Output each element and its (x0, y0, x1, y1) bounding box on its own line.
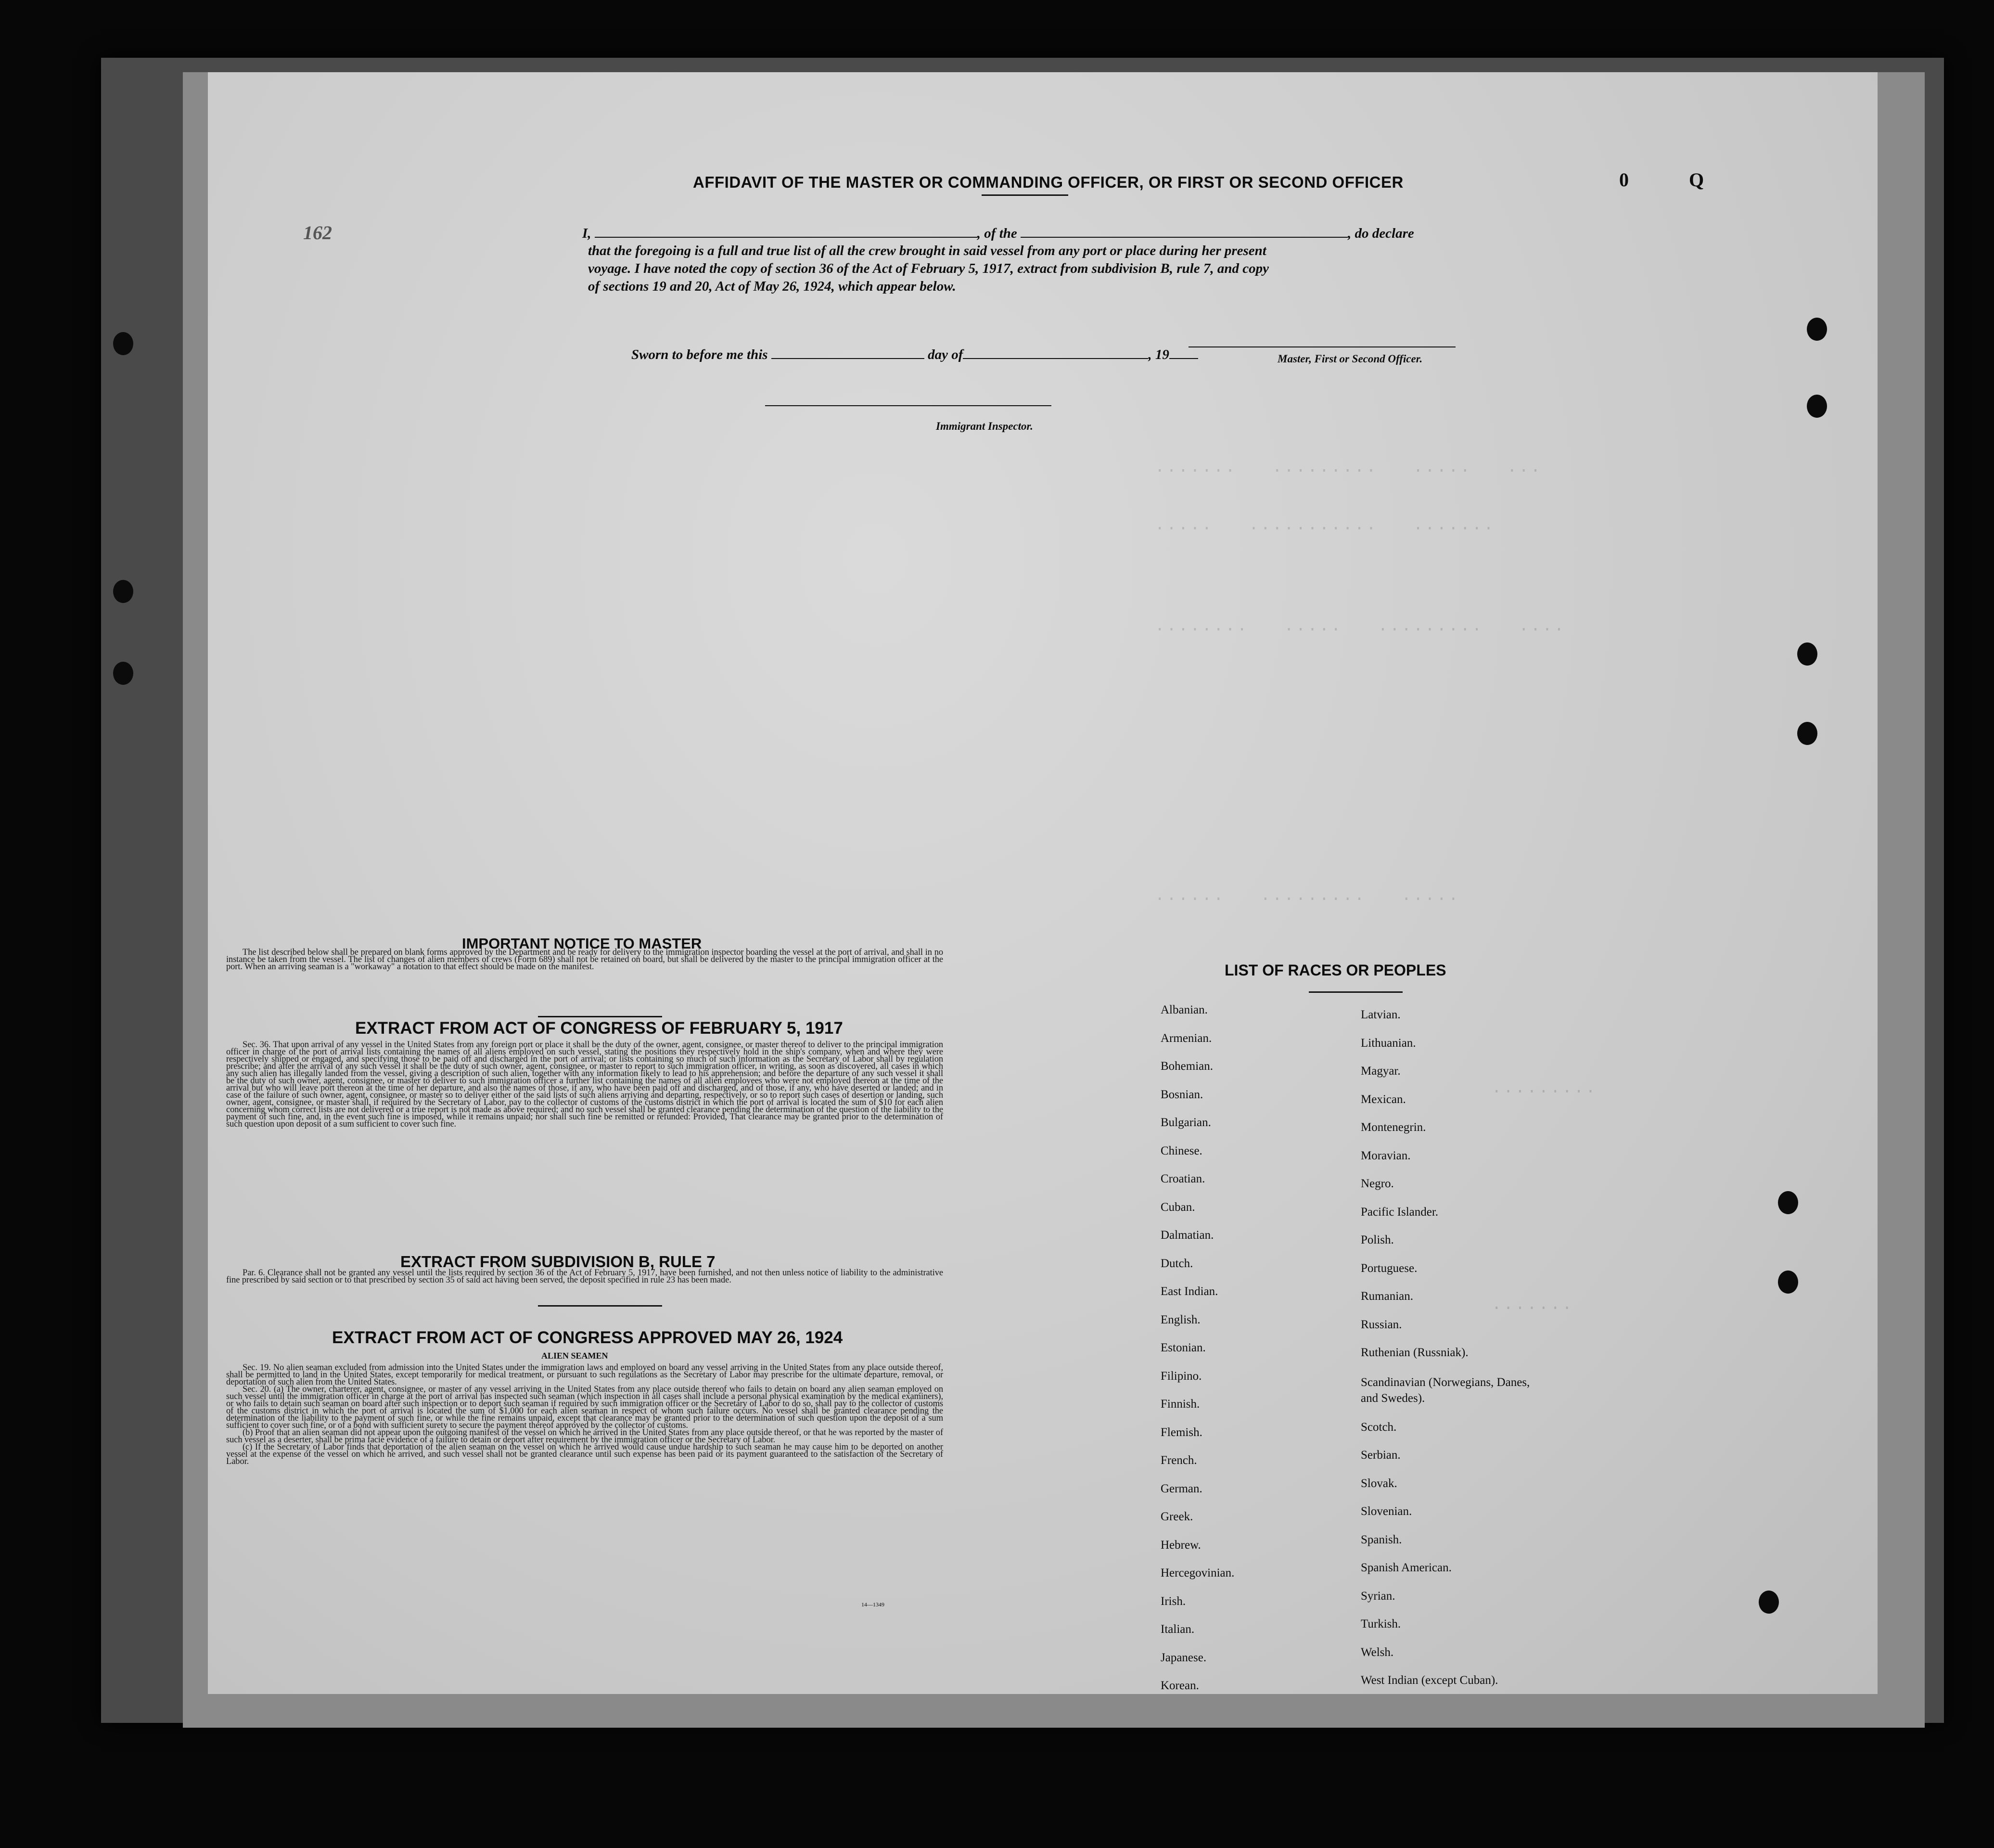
year-label: , 19 (1148, 347, 1169, 362)
punch-hole (113, 332, 133, 355)
subdivision-text (226, 1270, 943, 1284)
race-item: Lithuanian. (1361, 1036, 1416, 1050)
section-divider (538, 1016, 662, 1017)
race-item: Korean. (1161, 1679, 1199, 1692)
race-item: Scotch. (1361, 1420, 1397, 1434)
race-item: Italian. (1161, 1623, 1195, 1636)
race-item: Spanish. (1361, 1533, 1402, 1546)
punch-hole (1807, 318, 1827, 341)
race-item: Hebrew. (1161, 1538, 1201, 1552)
race-item: Greek. (1161, 1510, 1193, 1523)
race-item: Slovenian. (1361, 1505, 1412, 1518)
affidavit-title: AFFIDAVIT OF THE MASTER OR COMMANDING OFFICER, OR FIRST OR SECOND OFFICER (693, 173, 1404, 191)
page-mark: 162 (303, 222, 332, 244)
paragraph-6: Par. 6. Clearance shall not be granted any vessel until the lists required by section 36 of the Act of February 5, 1917, have been furnished, and not then unless notice of liability to the administrative fine prescribed by said section or to that prescribed by section 35 of said act having been served, the deposit specified in rule 23 has been made. (226, 1268, 943, 1285)
race-item: Armenian. (1161, 1031, 1212, 1045)
title-underline (982, 194, 1068, 196)
corner-mark: Q (1689, 169, 1704, 191)
race-item: Irish. (1161, 1594, 1186, 1608)
race-item: Spanish American. (1361, 1561, 1452, 1574)
race-item: Croatian. (1161, 1172, 1205, 1185)
section-divider (538, 1305, 662, 1307)
race-item: Scandinavian (Norwegians, Danes, and Swedes). (1361, 1375, 1530, 1405)
race-item: Japanese. (1161, 1651, 1207, 1664)
corner-mark: 0 (1619, 169, 1629, 191)
race-item: Cuban. (1161, 1200, 1195, 1214)
race-item: Estonian. (1161, 1341, 1206, 1354)
race-item: Flemish. (1161, 1425, 1202, 1439)
race-item: Rumanian. (1361, 1290, 1414, 1303)
punch-hole (1778, 1270, 1798, 1294)
race-item: Syrian. (1361, 1589, 1395, 1603)
punch-hole (113, 662, 133, 685)
races-title: LIST OF RACES OR PEOPLES (1225, 962, 1446, 979)
race-item: West Indian (except Cuban). (1361, 1674, 1498, 1687)
punch-hole (1778, 1191, 1798, 1214)
race-item: Chinese. (1161, 1144, 1202, 1157)
race-item: Polish. (1361, 1233, 1394, 1246)
bleed-through-text: ········ ····· ········· ···· (1155, 621, 1566, 639)
master-signature-line (1189, 346, 1456, 347)
race-item: Filipino. (1161, 1369, 1202, 1383)
race-item: Negro. (1361, 1177, 1394, 1190)
declarant-label: I, (582, 226, 591, 241)
race-item: Dalmatian. (1161, 1229, 1214, 1242)
sworn-label: Sworn to before me this (631, 347, 768, 362)
races-left-column (1161, 1003, 1234, 1707)
races-title-underline (1309, 991, 1403, 993)
race-item: Slovak. (1361, 1476, 1397, 1490)
bleed-through-text: ······ ········· ····· (1155, 890, 1460, 909)
race-item: Albanian. (1161, 1003, 1208, 1016)
sworn-day-field[interactable] (771, 346, 924, 359)
bleed-through-text: ······· ········· ····· ··· (1155, 462, 1543, 480)
punch-hole (1797, 722, 1817, 745)
race-item: Mexican. (1361, 1092, 1406, 1106)
inspector-signature-line (765, 405, 1051, 406)
race-item: Magyar. (1361, 1065, 1401, 1078)
declare-label: , do declare (1348, 226, 1414, 241)
declarant-name-field[interactable] (595, 225, 977, 238)
section-20c-paragraph: (c) If the Secretary of Labor finds that deportation of the alien seaman on the vessel on which he arrived would cause undue hardship to such seaman he may cause him to be deported on another vessel at the expense of the vessel on which he arrived, and such vessel shall not be granted clearance until such expense has been paid or its payment guaranteed to the satisfaction of the Secretary of Labor. (226, 1442, 943, 1466)
race-item: Portuguese. (1361, 1261, 1418, 1275)
race-item: Russian. (1361, 1318, 1402, 1331)
race-item: Finnish. (1161, 1398, 1200, 1411)
bleed-through-text: ········· (1492, 1083, 1598, 1101)
sworn-year-field[interactable] (1169, 346, 1198, 359)
notice-text (226, 949, 943, 971)
extract-1924-title: EXTRACT FROM ACT OF CONGRESS APPROVED MAY 26, 1924 (332, 1328, 843, 1347)
extract-1924-text (226, 1364, 943, 1465)
inspector-signature-label: Immigrant Inspector. (936, 420, 1033, 432)
sworn-month-field[interactable] (963, 346, 1148, 359)
punch-hole (1797, 642, 1817, 666)
extract-1917-text (226, 1041, 943, 1128)
race-item: Dutch. (1161, 1257, 1193, 1270)
race-item: German. (1161, 1482, 1202, 1495)
bleed-through-text: ······· (1492, 1299, 1574, 1318)
section-19-paragraph: Sec. 19. No alien seaman excluded from admission into the United States under the immigration laws and employed on board any vessel arriving in the United States from any place outside thereof, shall be permitted to land in the United States, except temporarily for medical treatment, or pursuant to such regulations as the Secretary of Labor may prescribe for the ultimate departure, removal, or deportation of such alien from the United States. (226, 1363, 943, 1387)
race-item: Welsh. (1361, 1645, 1394, 1659)
race-item: Turkish. (1361, 1617, 1401, 1630)
subdivision-title: EXTRACT FROM SUBDIVISION B, RULE 7 (400, 1253, 716, 1270)
race-item: Bosnian. (1161, 1088, 1203, 1101)
bleed-through-text: ····· ··········· ······· (1155, 520, 1496, 538)
race-item: Moravian. (1361, 1149, 1411, 1162)
race-item: Ruthenian (Russniak). (1361, 1346, 1469, 1359)
race-item: Serbian. (1361, 1449, 1401, 1462)
race-item: Pacific Islander. (1361, 1205, 1439, 1219)
race-item: Bohemian. (1161, 1060, 1214, 1073)
race-item: Bulgarian. (1161, 1116, 1211, 1129)
races-right-column (1361, 1008, 1548, 1702)
sworn-line (631, 346, 1198, 363)
declaration-line-1 (582, 225, 1414, 242)
notice-paragraph: The list described below shall be prepared on blank forms approved by the Department and be ready for delivery to the immigration inspector boarding the vessel at the port of arrival, and shall in no instance be taken from the vessel. The list of changes of alien members of crews (Form 689) shall not be retained on board, but shall be delivered by the master to the principal immigration officer at the port. When an arriving seaman is a "workaway" a notation to that effect should be made on the manifest. (226, 948, 943, 972)
declaration-line-4: of sections 19 and 20, Act of May 26, 1924, which appear below. (588, 279, 956, 294)
race-item: Latvian. (1361, 1008, 1401, 1021)
vessel-name-field[interactable] (1021, 225, 1348, 238)
vessel-label: , of the (977, 226, 1017, 241)
race-item: French. (1161, 1454, 1197, 1467)
declaration-line-2: that the foregoing is a full and true list of all the crew brought in said vessel from any port or place during her present (588, 243, 1266, 258)
race-item: Hercegovinian. (1161, 1566, 1235, 1579)
notice-title: IMPORTANT NOTICE TO MASTER (462, 935, 702, 952)
punch-hole (1759, 1591, 1779, 1614)
section-20b-paragraph: (b) Proof that an alien seaman did not appear upon the outgoing manifest of the vessel on which he arrived in the United States from any place outside thereof, or that he was reported by the master of such vessel as a deserter, shall be prima facie evidence of a failure to detain or deport after requirement by the immigration officer or the Secretary of Labor. (226, 1428, 943, 1445)
extract-1917-title: EXTRACT FROM ACT OF CONGRESS OF FEBRUARY 5, 1917 (355, 1019, 843, 1038)
section-20-paragraph: Sec. 20. (a) The owner, charterer, agent, consignee, or master of any vessel arriving in the United States from any place outside thereof who fails to detain on board any alien seaman employed on such vessel until the immigration officer in charge at the port of arrival has inspected such seaman (which inspection in all cases shall include a personal physical examination by the medical examiners), or who fails to detain such seaman on board after such inspection or to deport such seaman if required by such immigration officer or the Secretary of Labor to do so, shall pay to the collector of customs of the customs district in which the port of arrival is located the sum of $1,000 for each alien seaman in respect of whom such failure occurs. No vessel shall be granted clearance pending the determination of the liability to the payment of such fine, or while the fine remains unpaid, except that clearance may be granted prior to the determination of such question upon the deposit of a sum sufficient to cover such fine, or of a bond with sufficient surety to secure the payment thereof approved by the collector of customs. (226, 1385, 943, 1430)
master-signature-label: Master, First or Second Officer. (1278, 353, 1423, 365)
race-item: Montenegrin. (1361, 1121, 1426, 1134)
race-item: English. (1161, 1313, 1201, 1326)
form-number: 14—1349 (861, 1601, 884, 1608)
section-36-paragraph: Sec. 36. That upon arrival of any vessel in the United States from any foreign port or place it shall be the duty of the owner, agent, consignee, or master thereof to deliver to the principal immigration officer in charge of the port of arrival lists containing the names of all aliens employed on such vessel, stating the positions they respectively hold in the ship's company, when and where they were respectively shipped or engaged, and specifying those to be paid off and discharged in the port of arrival; or lists containing so much of such information as the Secretary of Labor shall by regulation prescribe; and after the arrival of any such vessel it shall be the duty of such owner, agent, consignee, or master to report to such immigration officer, in writing, as soon as discovered, all cases in which any such alien has illegally landed from the vessel, giving a description of such alien, together with any information likely to lead to his apprehension; and before the departure of any such vessel it shall be the duty of such owner, agent, consignee, or master to deliver to such immigration officer a further list containing the names of all alien employees who were not employed thereon at the time of the arrival but who will leave port thereon at the time of her departure, and also the names of those, if any, who have been paid off and discharged, and of those, if any, who have deserted or landed; and in case of the failure of such owner, agent, consignee, or master so to deliver either of the said lists of such aliens arriving and departing, respectively, or so to report such cases of desertion or landing, such owner, agent, consignee, or master shall, if required by the Secretary of Labor, pay to the collector of customs of the customs district in which the port of arrival is located the sum of $10 for each alien concerning whom correct lists are not delivered or a true report is not made as above required; and no such vessel shall be granted clearance pending the determination of the question of the liability to the payment of such fine, and, in the event such fine is imposed, while it remains unpaid; nor shall such fine be remitted or refunded: Provided, That clearance may be granted prior to the determination of such question upon deposit of a sum sufficient to cover such fine. (226, 1040, 943, 1129)
alien-seamen-subtitle: ALIEN SEAMEN (541, 1351, 608, 1360)
race-item: East Indian. (1161, 1285, 1218, 1298)
day-of-label: day of (928, 347, 963, 362)
declaration-line-3: voyage. I have noted the copy of section 36 of the Act of February 5, 1917, extract from subdivision B, rule 7, and copy (588, 261, 1269, 276)
punch-hole (113, 580, 133, 603)
punch-hole (1807, 395, 1827, 418)
